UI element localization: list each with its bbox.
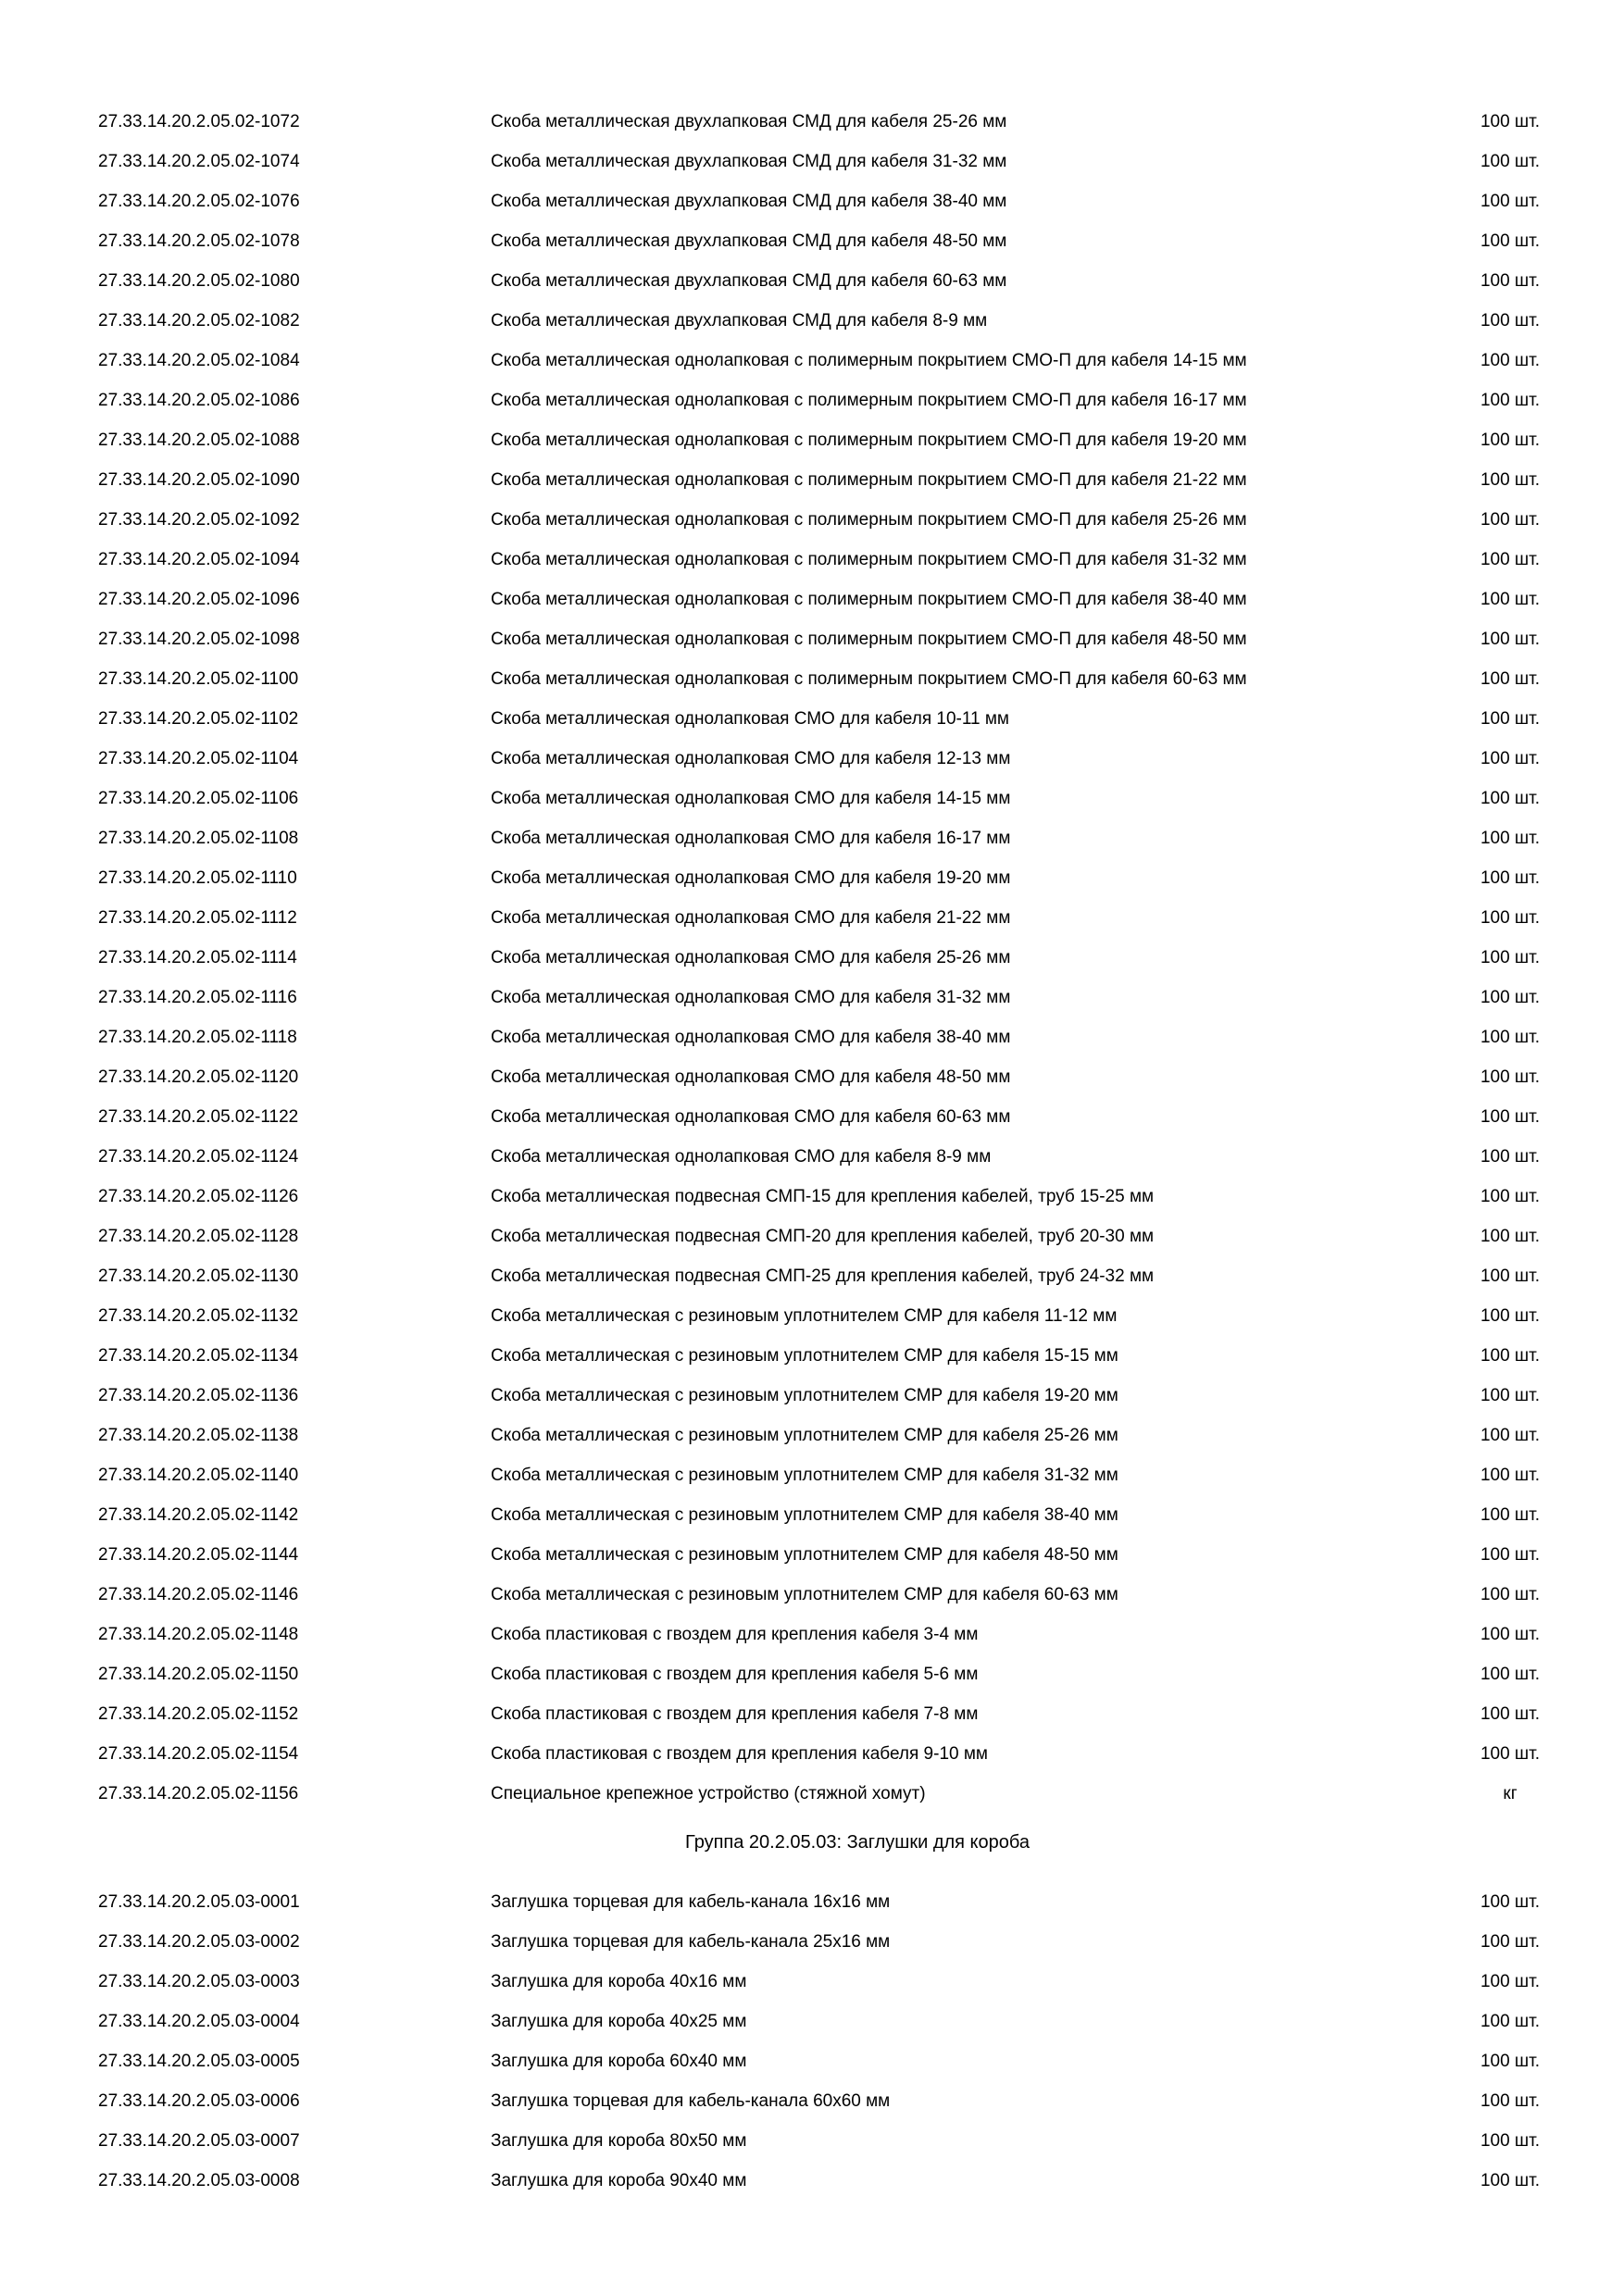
item-name: Скоба металлическая с резиновым уплотнителем СМР для кабеля 38-40 мм: [491, 1505, 1118, 1525]
item-unit: 100 шт.: [1480, 1147, 1541, 1167]
item-code: 27.33.14.20.2.05.02-1146: [98, 1585, 299, 1604]
item-code: 27.33.14.20.2.05.02-1082: [98, 311, 300, 331]
item-name: Скоба металлическая двухлапковая СМД для кабеля 38-40 мм: [491, 192, 1007, 211]
table-row: [0, 500, 1624, 540]
item-name: Скоба металлическая однолапковая с полимерным покрытием СМО-П для кабеля 25-26 мм: [491, 510, 1247, 530]
item-unit: 100 шт.: [1480, 1932, 1541, 1952]
table-row: [0, 2161, 1624, 2201]
item-unit: 100 шт.: [1480, 550, 1541, 569]
item-code: 27.33.14.20.2.05.02-1128: [98, 1227, 299, 1246]
item-unit: 100 шт.: [1480, 789, 1541, 808]
item-code: 27.33.14.20.2.05.02-1156: [98, 1784, 299, 1803]
item-name: Скоба металлическая однолапковая с полимерным покрытием СМО-П для кабеля 21-22 мм: [491, 470, 1247, 490]
item-name: Скоба металлическая однолапковая с полимерным покрытием СМО-П для кабеля 16-17 мм: [491, 391, 1247, 410]
item-unit: 100 шт.: [1480, 1067, 1541, 1087]
item-name: Скоба пластиковая с гвоздем для крепления кабеля 9-10 мм: [491, 1744, 988, 1764]
item-unit: 100 шт.: [1480, 1386, 1541, 1405]
item-unit: 100 шт.: [1480, 112, 1541, 131]
item-code: 27.33.14.20.2.05.02-1144: [98, 1545, 299, 1565]
item-unit: 100 шт.: [1480, 1892, 1541, 1912]
item-unit: 100 шт.: [1480, 271, 1541, 291]
table-row: [0, 1296, 1624, 1336]
item-code: 27.33.14.20.2.05.02-1096: [98, 590, 300, 609]
item-code: 27.33.14.20.2.05.02-1078: [98, 231, 300, 251]
table-row: [0, 898, 1624, 938]
item-code: 27.33.14.20.2.05.02-1140: [98, 1466, 299, 1485]
item-code: 27.33.14.20.2.05.02-1118: [98, 1028, 297, 1047]
item-name: Скоба пластиковая с гвоздем для крепления кабеля 3-4 мм: [491, 1625, 979, 1644]
item-unit: 100 шт.: [1480, 1107, 1541, 1127]
item-code: 27.33.14.20.2.05.02-1154: [98, 1744, 299, 1764]
item-unit: 100 шт.: [1480, 908, 1541, 928]
item-code: 27.33.14.20.2.05.02-1080: [98, 271, 300, 291]
table-row: [0, 540, 1624, 580]
item-name: Заглушка торцевая для кабель-канала 60х60 мм: [491, 2091, 891, 2111]
item-code: 27.33.14.20.2.05.02-1104: [98, 749, 299, 768]
table-row: [0, 818, 1624, 858]
item-code: 27.33.14.20.2.05.02-1108: [98, 829, 299, 848]
item-unit: 100 шт.: [1480, 1744, 1541, 1764]
item-code: 27.33.14.20.2.05.02-1076: [98, 192, 300, 211]
item-name: Скоба пластиковая с гвоздем для крепления кабеля 7-8 мм: [491, 1704, 979, 1724]
table-row: [0, 420, 1624, 460]
item-unit: 100 шт.: [1480, 430, 1541, 450]
item-name: Скоба металлическая однолапковая СМО для кабеля 25-26 мм: [491, 948, 1011, 967]
table-row: [0, 858, 1624, 898]
item-name: Скоба металлическая двухлапковая СМД для кабеля 48-50 мм: [491, 231, 1007, 251]
item-unit: 100 шт.: [1480, 311, 1541, 331]
item-code: 27.33.14.20.2.05.03-0002: [98, 1932, 300, 1952]
item-unit: 100 шт.: [1480, 948, 1541, 967]
item-code: 27.33.14.20.2.05.02-1120: [98, 1067, 299, 1087]
table-row: [0, 699, 1624, 739]
item-code: 27.33.14.20.2.05.02-1124: [98, 1147, 299, 1167]
item-unit: 100 шт.: [1480, 1466, 1541, 1485]
table-row: [0, 1922, 1624, 1962]
item-code: 27.33.14.20.2.05.02-1116: [98, 988, 297, 1007]
item-unit: 100 шт.: [1480, 2091, 1541, 2111]
item-unit: 100 шт.: [1480, 1028, 1541, 1047]
table-row: [0, 739, 1624, 779]
item-unit: кг: [1503, 1784, 1518, 1803]
item-code: 27.33.14.20.2.05.02-1100: [98, 669, 299, 689]
item-name: Скоба металлическая однолапковая СМО для кабеля 38-40 мм: [491, 1028, 1011, 1047]
table-row: [0, 1575, 1624, 1615]
item-name: Заглушка для короба 40х16 мм: [491, 1972, 747, 1991]
item-unit: 100 шт.: [1480, 868, 1541, 888]
table-row: [0, 181, 1624, 221]
table-row: [0, 301, 1624, 341]
item-unit: 100 шт.: [1480, 1346, 1541, 1366]
item-code: 27.33.14.20.2.05.02-1084: [98, 351, 300, 370]
item-code: 27.33.14.20.2.05.03-0006: [98, 2091, 300, 2111]
item-name: Скоба металлическая однолапковая СМО для кабеля 19-20 мм: [491, 868, 1011, 888]
item-code: 27.33.14.20.2.05.03-0005: [98, 2052, 300, 2071]
item-unit: 100 шт.: [1480, 470, 1541, 490]
table-row: [0, 1734, 1624, 1774]
item-code: 27.33.14.20.2.05.02-1152: [98, 1704, 299, 1724]
table-row: [0, 1535, 1624, 1575]
item-unit: 100 шт.: [1480, 1972, 1541, 1991]
item-code: 27.33.14.20.2.05.03-0007: [98, 2131, 300, 2151]
item-unit: 100 шт.: [1480, 231, 1541, 251]
table-row: [0, 978, 1624, 1017]
item-name: Скоба пластиковая с гвоздем для крепления кабеля 5-6 мм: [491, 1665, 979, 1684]
item-code: 27.33.14.20.2.05.02-1072: [98, 112, 300, 131]
item-code: 27.33.14.20.2.05.02-1114: [98, 948, 297, 967]
item-name: Скоба металлическая с резиновым уплотнителем СМР для кабеля 15-15 мм: [491, 1346, 1118, 1366]
item-code: 27.33.14.20.2.05.03-0008: [98, 2171, 300, 2190]
item-unit: 100 шт.: [1480, 152, 1541, 171]
item-unit: 100 шт.: [1480, 510, 1541, 530]
table-row: [0, 1137, 1624, 1177]
item-name: Скоба металлическая с резиновым уплотнителем СМР для кабеля 31-32 мм: [491, 1466, 1118, 1485]
item-name: Скоба металлическая с резиновым уплотнителем СМР для кабеля 25-26 мм: [491, 1426, 1118, 1445]
table-row: [0, 2081, 1624, 2121]
item-name: Заглушка для короба 90х40 мм: [491, 2171, 747, 2190]
item-unit: 100 шт.: [1480, 1505, 1541, 1525]
item-code: 27.33.14.20.2.05.02-1122: [98, 1107, 299, 1127]
table-row: [0, 460, 1624, 500]
group-heading: [0, 1814, 1624, 1882]
item-code: 27.33.14.20.2.05.02-1094: [98, 550, 300, 569]
item-unit: 100 шт.: [1480, 749, 1541, 768]
table-row: [0, 779, 1624, 818]
item-name: Скоба металлическая однолапковая СМО для кабеля 10-11 мм: [491, 709, 1009, 729]
item-code: 27.33.14.20.2.05.02-1092: [98, 510, 300, 530]
table-row: [0, 221, 1624, 261]
table-row: [0, 1017, 1624, 1057]
item-unit: 100 шт.: [1480, 192, 1541, 211]
item-name: Скоба металлическая однолапковая с полимерным покрытием СМО-П для кабеля 38-40 мм: [491, 590, 1247, 609]
item-name: Скоба металлическая двухлапковая СМД для кабеля 25-26 мм: [491, 112, 1007, 131]
item-unit: 100 шт.: [1480, 1306, 1541, 1326]
item-code: 27.33.14.20.2.05.02-1130: [98, 1267, 299, 1286]
item-code: 27.33.14.20.2.05.02-1110: [98, 868, 297, 888]
item-name: Скоба металлическая подвесная СМП-20 для крепления кабелей, труб 20-30 мм: [491, 1227, 1155, 1246]
group-heading-text: Группа 20.2.05.03: Заглушки для короба: [684, 1832, 1031, 1853]
table-row: [0, 1495, 1624, 1535]
item-name: Заглушка торцевая для кабель-канала 16х16 мм: [491, 1892, 891, 1912]
table-row: [0, 1177, 1624, 1217]
table-row: [0, 1336, 1624, 1376]
item-unit: 100 шт.: [1480, 2052, 1541, 2071]
item-unit: 100 шт.: [1480, 1227, 1541, 1246]
item-name: Скоба металлическая подвесная СМП-15 для крепления кабелей, труб 15-25 мм: [491, 1187, 1155, 1206]
table-row: [0, 1097, 1624, 1137]
item-code: 27.33.14.20.2.05.02-1126: [98, 1187, 299, 1206]
item-code: 27.33.14.20.2.05.03-0003: [98, 1972, 300, 1991]
item-name: Скоба металлическая однолапковая с полимерным покрытием СМО-П для кабеля 31-32 мм: [491, 550, 1247, 569]
item-unit: 100 шт.: [1480, 1665, 1541, 1684]
item-unit: 100 шт.: [1480, 988, 1541, 1007]
item-name: Скоба металлическая с резиновым уплотнителем СМР для кабеля 48-50 мм: [491, 1545, 1118, 1565]
table-row: [0, 580, 1624, 619]
item-unit: 100 шт.: [1480, 351, 1541, 370]
item-code: 27.33.14.20.2.05.02-1098: [98, 630, 300, 649]
item-name: Скоба металлическая однолапковая с полимерным покрытием СМО-П для кабеля 14-15 мм: [491, 351, 1247, 370]
item-name: Скоба металлическая однолапковая СМО для кабеля 16-17 мм: [491, 829, 1011, 848]
item-code: 27.33.14.20.2.05.02-1090: [98, 470, 300, 490]
table-row: [0, 619, 1624, 659]
item-name: Скоба металлическая двухлапковая СМД для кабеля 31-32 мм: [491, 152, 1007, 171]
item-code: 27.33.14.20.2.05.02-1148: [98, 1625, 299, 1644]
item-code: 27.33.14.20.2.05.02-1134: [98, 1346, 299, 1366]
table-row: [0, 1455, 1624, 1495]
item-unit: 100 шт.: [1480, 709, 1541, 729]
table-row: [0, 1256, 1624, 1296]
table-row: [0, 1654, 1624, 1694]
item-code: 27.33.14.20.2.05.02-1138: [98, 1426, 299, 1445]
item-unit: 100 шт.: [1480, 2171, 1541, 2190]
item-name: Скоба металлическая однолапковая СМО для кабеля 14-15 мм: [491, 789, 1011, 808]
item-name: Скоба металлическая однолапковая СМО для кабеля 12-13 мм: [491, 749, 1011, 768]
item-name: Скоба металлическая двухлапковая СМД для кабеля 8-9 мм: [491, 311, 988, 331]
table-row: [0, 1217, 1624, 1256]
table-row: [0, 938, 1624, 978]
item-code: 27.33.14.20.2.05.02-1112: [98, 908, 297, 928]
table-row: [0, 142, 1624, 181]
table-row: [0, 341, 1624, 381]
item-name: Скоба металлическая однолапковая с полимерным покрытием СМО-П для кабеля 48-50 мм: [491, 630, 1247, 649]
item-unit: 100 шт.: [1480, 1545, 1541, 1565]
item-code: 27.33.14.20.2.05.02-1088: [98, 430, 300, 450]
item-code: 27.33.14.20.2.05.02-1102: [98, 709, 299, 729]
item-unit: 100 шт.: [1480, 630, 1541, 649]
item-name: Скоба металлическая однолапковая СМО для кабеля 31-32 мм: [491, 988, 1011, 1007]
item-code: 27.33.14.20.2.05.02-1086: [98, 391, 300, 410]
item-code: 27.33.14.20.2.05.02-1142: [98, 1505, 299, 1525]
item-unit: 100 шт.: [1480, 1426, 1541, 1445]
table-row: [0, 1694, 1624, 1734]
table-row: [0, 1057, 1624, 1097]
item-name: Скоба металлическая однолапковая с полимерным покрытием СМО-П для кабеля 19-20 мм: [491, 430, 1247, 450]
item-name: Скоба металлическая однолапковая СМО для кабеля 21-22 мм: [491, 908, 1011, 928]
item-unit: 100 шт.: [1480, 590, 1541, 609]
item-unit: 100 шт.: [1480, 1585, 1541, 1604]
item-name: Скоба металлическая с резиновым уплотнителем СМР для кабеля 60-63 мм: [491, 1585, 1118, 1604]
table-row: [0, 261, 1624, 301]
item-unit: 100 шт.: [1480, 829, 1541, 848]
item-name: Скоба металлическая с резиновым уплотнителем СМР для кабеля 11-12 мм: [491, 1306, 1118, 1326]
item-name: Заглушка торцевая для кабель-канала 25х16 мм: [491, 1932, 891, 1952]
item-code: 27.33.14.20.2.05.02-1106: [98, 789, 299, 808]
item-list: [0, 102, 1624, 2201]
item-name: Заглушка для короба 80х50 мм: [491, 2131, 747, 2151]
item-name: Скоба металлическая однолапковая СМО для кабеля 8-9 мм: [491, 1147, 992, 1167]
item-name: Скоба металлическая однолапковая с полимерным покрытием СМО-П для кабеля 60-63 мм: [491, 669, 1247, 689]
item-unit: 100 шт.: [1480, 2131, 1541, 2151]
item-name: Скоба металлическая однолапковая СМО для кабеля 60-63 мм: [491, 1107, 1011, 1127]
item-code: 27.33.14.20.2.05.02-1132: [98, 1306, 299, 1326]
item-code: 27.33.14.20.2.05.03-0004: [98, 2012, 300, 2031]
item-code: 27.33.14.20.2.05.02-1136: [98, 1386, 299, 1405]
table-row: [0, 1615, 1624, 1654]
item-name: Скоба металлическая однолапковая СМО для кабеля 48-50 мм: [491, 1067, 1011, 1087]
table-row: [0, 2002, 1624, 2041]
item-code: 27.33.14.20.2.05.03-0001: [98, 1892, 300, 1912]
table-row: [0, 1962, 1624, 2002]
section-fasteners: [0, 102, 1624, 1814]
item-name: Заглушка для короба 60х40 мм: [491, 2052, 747, 2071]
item-name: Скоба металлическая двухлапковая СМД для кабеля 60-63 мм: [491, 271, 1007, 291]
item-unit: 100 шт.: [1480, 669, 1541, 689]
item-unit: 100 шт.: [1480, 2012, 1541, 2031]
item-name: Специальное крепежное устройство (стяжной хомут): [491, 1784, 926, 1803]
table-row: [0, 102, 1624, 142]
item-unit: 100 шт.: [1480, 1625, 1541, 1644]
item-unit: 100 шт.: [1480, 1704, 1541, 1724]
table-row: [0, 2121, 1624, 2161]
table-row: [0, 1376, 1624, 1416]
table-row: [0, 1882, 1624, 1922]
section-box-plugs: [0, 1882, 1624, 2201]
table-row: [0, 659, 1624, 699]
item-name: Скоба металлическая с резиновым уплотнителем СМР для кабеля 19-20 мм: [491, 1386, 1118, 1405]
item-unit: 100 шт.: [1480, 1187, 1541, 1206]
item-unit: 100 шт.: [1480, 1267, 1541, 1286]
item-name: Скоба металлическая подвесная СМП-25 для крепления кабелей, труб 24-32 мм: [491, 1267, 1155, 1286]
item-unit: 100 шт.: [1480, 391, 1541, 410]
item-code: 27.33.14.20.2.05.02-1150: [98, 1665, 299, 1684]
item-name: Заглушка для короба 40х25 мм: [491, 2012, 747, 2031]
table-row: [0, 381, 1624, 420]
table-row: [0, 1416, 1624, 1455]
table-row: [0, 2041, 1624, 2081]
item-code: 27.33.14.20.2.05.02-1074: [98, 152, 300, 171]
